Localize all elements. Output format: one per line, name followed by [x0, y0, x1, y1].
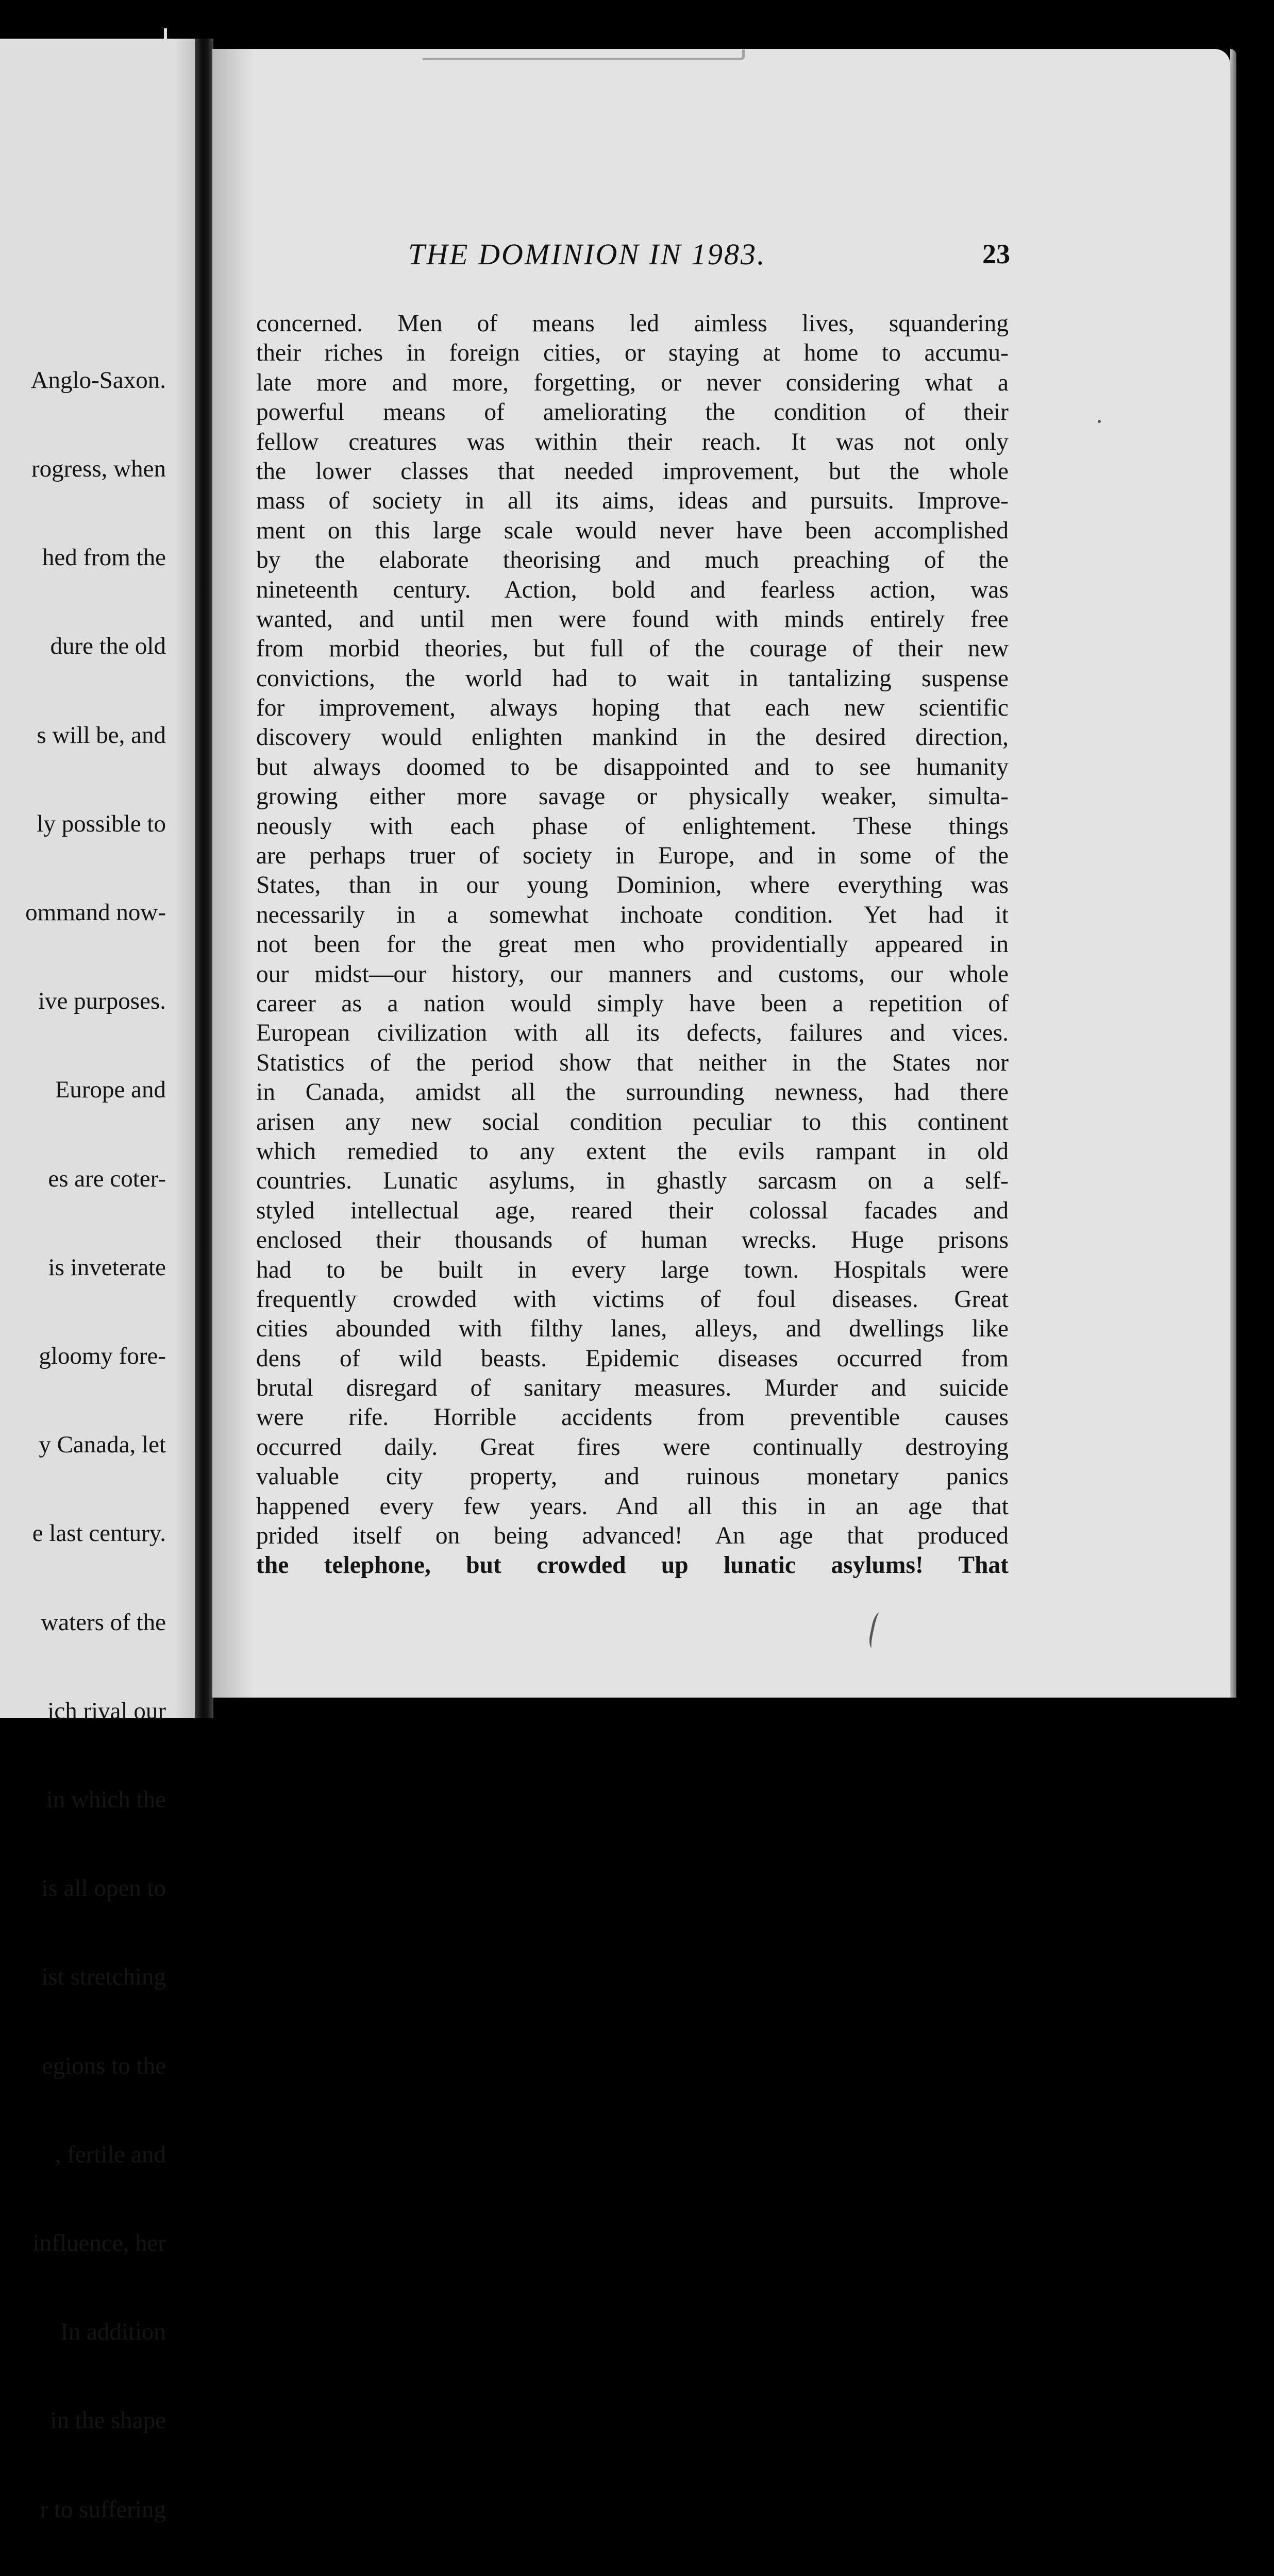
left-line: In addition	[60, 2318, 166, 2346]
left-line: egions to the	[42, 2052, 166, 2079]
text-line: cities abounded with filthy lanes, alleys, and dwellings like	[256, 1315, 1009, 1343]
left-line: is inveterate	[48, 1253, 166, 1281]
text-line: growing either more savage or physically weaker, simulta-	[256, 783, 1009, 810]
left-line: hed from the	[42, 544, 166, 571]
left-line: e last century.	[32, 1520, 166, 1547]
text-line: not been for the great men who providentially appeared in	[256, 931, 1009, 958]
text-line: which remedied to any extent the evils rampant in old	[256, 1138, 1009, 1165]
text-line: European civilization with all its defects, failures and vices.	[256, 1020, 1009, 1047]
left-line: ich rival our	[47, 1697, 166, 1724]
text-line: arisen any new social condition peculiar to this continent	[256, 1108, 1009, 1136]
text-line: dens of wild beasts. Epidemic diseases occurred from	[256, 1345, 1009, 1372]
text-line: are perhaps truer of society in Europe, and in some of the	[256, 842, 1009, 870]
left-line: is all open to	[41, 1875, 166, 1902]
text-line: had to be built in every large town. Hospitals were	[256, 1256, 1009, 1283]
text-line: their riches in foreign cities, or staying at home to accumu-	[256, 340, 1009, 367]
left-line: Europe and	[55, 1076, 166, 1104]
text-line: happened every few years. And all this in an age that	[256, 1493, 1009, 1520]
gutter-shadow	[212, 49, 254, 1698]
text-line: prided itself on being advanced! An age that produced	[256, 1522, 1009, 1550]
text-line: discovery would enlighten mankind in the desired direction,	[256, 724, 1009, 751]
text-line: Statistics of the period show that neither in the States nor	[256, 1049, 1009, 1076]
left-line: dure the old	[50, 633, 166, 660]
text-line: the telephone, but crowded up lunatic asylums! That	[256, 1552, 1009, 1579]
left-page-text	[0, 307, 166, 2576]
page-edge	[1230, 49, 1236, 1698]
text-line: were rife. Horrible accidents from preventible causes	[256, 1404, 1009, 1431]
left-line: , fertile and	[55, 2141, 166, 2168]
text-line: our midst—our history, our manners and customs, our whole	[256, 960, 1009, 988]
text-line: convictions, the world had to wait in tantalizing suspense	[256, 665, 1009, 692]
left-line: ist stretching	[41, 1963, 166, 1991]
left-line: es are coter-	[48, 1165, 166, 1192]
text-line: frequently crowded with victims of foul diseases. Great	[256, 1285, 1009, 1313]
page-number: 23	[982, 239, 1010, 269]
left-line: s will be, and	[37, 721, 166, 749]
text-line: enclosed their thousands of human wrecks. Huge prisons	[256, 1227, 1009, 1254]
paper-tear-mark	[423, 49, 745, 60]
text-line: necessarily in a somewhat inchoate condition. Yet had it	[256, 901, 1009, 928]
scan-speck	[1098, 420, 1101, 423]
text-line: ment on this large scale would never have been accomplished	[256, 517, 1009, 544]
text-line: neously with each phase of enlightement. These things	[256, 812, 1009, 840]
body-text	[256, 309, 1009, 1581]
text-line: in Canada, amidst all the surrounding newness, had there	[256, 1079, 1009, 1106]
text-line: wanted, and until men were found with minds entirely free	[256, 605, 1009, 633]
running-head	[258, 237, 1010, 278]
left-line: Anglo-Saxon.	[30, 366, 166, 394]
text-line: concerned. Men of means led aimless lives, squandering	[256, 310, 1009, 337]
left-page-shadow	[174, 39, 195, 1718]
text-line: fellow creatures was within their reach. It was not only	[256, 428, 1009, 455]
book-gutter	[195, 39, 213, 1718]
left-line: rogress, when	[31, 455, 166, 483]
text-line: by the elaborate theorising and much preaching of the	[256, 547, 1009, 574]
text-line: valuable city property, and ruinous monetary panics	[256, 1463, 1009, 1490]
left-line: r to suffering	[40, 2496, 166, 2523]
left-line: y Canada, let	[39, 1431, 166, 1459]
text-line: mass of society in all its aims, ideas and pursuits. Improve-	[256, 487, 1009, 515]
text-line: from morbid theories, but full of the courage of their new	[256, 635, 1009, 663]
left-line: ive purposes.	[38, 988, 166, 1015]
text-line: powerful means of ameliorating the condition of their	[256, 399, 1009, 426]
left-page-fragment	[0, 39, 195, 2523]
text-line: styled intellectual age, reared their colossal facades and	[256, 1197, 1009, 1224]
text-line: States, than in our young Dominion, where everything was	[256, 872, 1009, 899]
text-line: brutal disregard of sanitary measures. Murder and suicide	[256, 1375, 1009, 1402]
left-line: influence, her	[32, 2230, 166, 2257]
text-line: countries. Lunatic asylums, in ghastly sarcasm on a self-	[256, 1167, 1009, 1195]
scan-border	[0, 0, 170, 39]
left-line: ly possible to	[37, 810, 166, 837]
text-line: for improvement, always hoping that each new scientific	[256, 694, 1009, 722]
text-line: the lower classes that needed improvement, but the whole	[256, 457, 1009, 485]
left-line: gloomy fore-	[39, 1343, 166, 1370]
left-line: in the shape	[50, 2407, 166, 2434]
text-line: but always doomed to be disappointed and to see humanity	[256, 753, 1009, 781]
left-line: ommand now-	[25, 899, 166, 926]
text-line: career as a nation would simply have been a repetition of	[256, 990, 1009, 1017]
text-line: nineteenth century. Action, bold and fearless action, was	[256, 576, 1009, 603]
text-line: late more and more, forgetting, or never considering what a	[256, 369, 1009, 396]
left-line: waters of the	[41, 1608, 166, 1636]
text-line: occurred daily. Great fires were continually destroying	[256, 1433, 1009, 1461]
running-title: THE DOMINION IN 1983.	[408, 238, 766, 271]
left-line: in which the	[46, 1786, 166, 1814]
